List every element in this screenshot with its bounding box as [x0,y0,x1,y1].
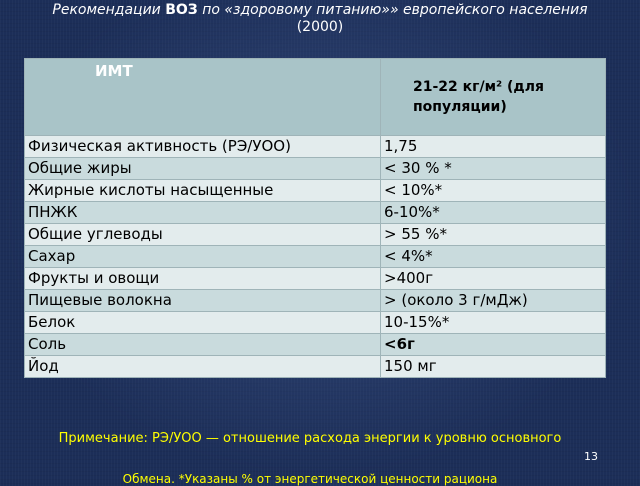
header-bmi-value: 21-22 кг/м² (для популяции) [381,59,606,136]
title-rest: по «здоровому питанию»» европейского населения [202,2,588,18]
slide-title [40,2,600,36]
row-label: Физическая активность (РЭ/УОО) [25,136,381,158]
row-label: Йод [25,356,381,378]
table-row [25,202,606,224]
row-value: 1,75 [381,136,606,158]
row-value: < 30 % * [381,158,606,180]
row-value: 10-15%* [381,312,606,334]
table-row [25,246,606,268]
row-label: Пищевые волокна [25,290,381,312]
row-label: Фрукты и овощи [25,268,381,290]
table-row [25,158,606,180]
footnote-continued: Обмена. *Указаны % от энергетической ценности рациона [122,472,498,486]
row-value: < 4%* [381,246,606,268]
table-header-row [25,59,606,136]
title-bold: ВОЗ [165,2,198,18]
row-value: > (около 3 г/мДж) [381,290,606,312]
row-value: >400г [381,268,606,290]
row-value: <6г [381,334,606,356]
row-label: Белок [25,312,381,334]
table-row [25,356,606,378]
row-label: Жирные кислоты насыщенные [25,180,381,202]
recommendations-table [24,58,606,378]
row-value: 6-10%* [381,202,606,224]
row-value: > 55 %* [381,224,606,246]
row-label: Общие углеводы [25,224,381,246]
row-label: Общие жиры [25,158,381,180]
footnote: Примечание: РЭ/УОО — отношение расхода энергии к уровню основного [58,431,562,446]
page-number: 13 [584,450,598,463]
row-value: < 10%* [381,180,606,202]
row-label: Сахар [25,246,381,268]
table-row [25,290,606,312]
row-label: ПНЖК [25,202,381,224]
table-row [25,334,606,356]
header-bmi: ИМТ [25,59,381,136]
table-row [25,224,606,246]
title-year: (2000) [296,19,344,35]
table-row [25,136,606,158]
table-row [25,268,606,290]
row-value: 150 мг [381,356,606,378]
table-row [25,312,606,334]
row-label: Соль [25,334,381,356]
title-prefix: Рекомендации [52,2,161,18]
table-row [25,180,606,202]
